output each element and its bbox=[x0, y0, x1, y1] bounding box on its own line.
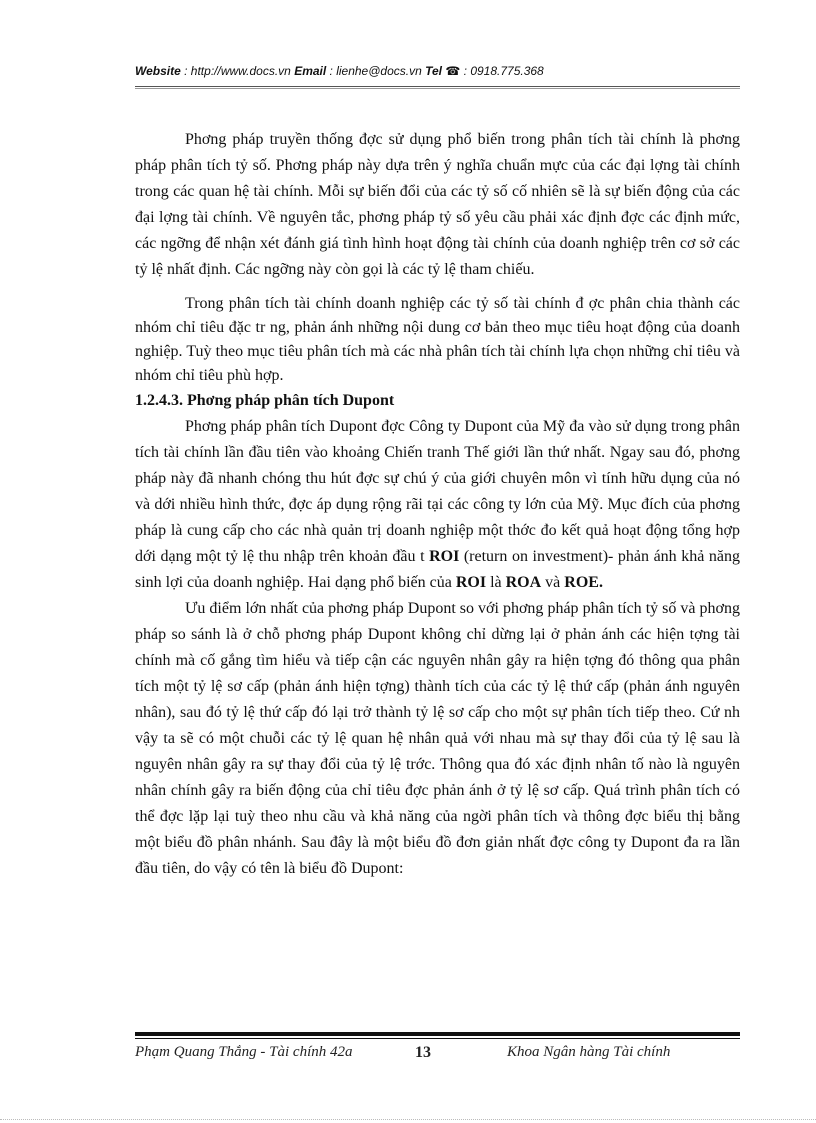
header-divider-secondary bbox=[135, 88, 740, 89]
term-roa: ROA bbox=[505, 574, 542, 591]
page-number: 13 bbox=[415, 1044, 431, 1061]
website-url[interactable]: : http://www.docs.vn bbox=[180, 64, 295, 78]
footer-department: Khoa Ngân hàng Tài chính bbox=[507, 1044, 671, 1060]
text-run: và bbox=[541, 574, 565, 591]
text-run: (return on investment)- phản ánh khả năng sinh lợi của doanh nghiệp. Hai dạng phổ biến của bbox=[135, 548, 740, 591]
term-roi: ROI bbox=[429, 548, 460, 565]
email-address[interactable]: : lienhe@docs.vn bbox=[326, 64, 426, 78]
page-body bbox=[135, 127, 740, 882]
text-run: Phơng pháp phân tích Dupont đợc Công ty Dupont của Mỹ đa vào sử dụng trong phân tích tài chính lần đầu tiên vào khoảng Chiến tranh Thế giới lần thứ nhất. Ngay sau đó, phơng pháp này đã nhanh chóng thu hút đợc sự chú ý của giới chuyên môn vì tính hữu dụng của nó và dới nhiều hình thức, đợc áp dụng rộng rãi tại các công ty lớn của Mỹ. Mục đích của phơng pháp là cung cấp cho các nhà quản trị doanh nghiệp một thớc đo kết quả hoạt động tổng hợp dới dạng một tỷ lệ thu nhập trên khoản đầu t bbox=[135, 418, 740, 565]
footer-divider-thick bbox=[135, 1032, 740, 1036]
header-divider bbox=[135, 86, 740, 87]
text-run: là bbox=[486, 574, 506, 591]
footer-author: Phạm Quang Thắng - Tài chính 42a bbox=[135, 1044, 353, 1060]
footer-divider-thin bbox=[135, 1038, 740, 1039]
tel-label: Tel bbox=[425, 64, 443, 78]
email-label: Email bbox=[294, 64, 327, 78]
paragraph-ratio-method: Phơng pháp truyền thống đợc sử dụng phổ biến trong phân tích tài chính là phơng pháp phân tích tỷ số. Phơng pháp này dựa trên ý nghĩa chuẩn mực của các đại lợng tài chính trong các quan hệ tài chính. Mỗi sự biến đổi của các tỷ số cố nhiên sẽ là sự biến động của các đại lợng tài chính. Về nguyên tắc, phơng pháp tỷ số yêu cầu phải xác định đợc các định mức, các ngỡng để nhận xét đánh giá tình hình hoạt động tài chính của doanh nghiệp trên cơ sở các tỷ lệ nhất định. Các ngỡng này còn gọi là các tỷ lệ tham chiếu. bbox=[135, 131, 740, 278]
section-heading-dupont: 1.2.4.3. Phơng pháp phân tích Dupont bbox=[135, 392, 395, 409]
paragraph-dupont-history bbox=[135, 414, 740, 596]
phone-icon: ☎ bbox=[445, 64, 461, 78]
paragraph-dupont-advantages: Ưu điểm lớn nhất của phơng pháp Dupont so với phơng pháp phân tích tỷ số và phơng pháp so sánh là ở chỗ phơng pháp Dupont không chỉ dừng lại ở phản ánh các hiện tợng tài chính mà cố gắng tìm hiểu và tiếp cận các nguyên nhân gây ra hiện tợng đó thông qua phân tích một tỷ lệ sơ cấp (phản ánh hiện tợng) thành tích của các tỷ lệ thứ cấp (phản ánh nguyên nhân), sau đó tỷ lệ thứ cấp đó lại trở thành tỷ lệ sơ cấp cho một sự phân tích tiếp theo. Cứ nh vậy ta sẽ có một chuỗi các tỷ lệ quan hệ nhân quả với nhau mà sự thay đổi của tỷ lệ sau là nguyên nhân gây ra sự thay đổi của tỷ lệ trớc. Thông qua đó xác định nhân tố nào là nguyên nhân chính gây ra biến động của chỉ tiêu đợc phản ánh ở tỷ lệ sơ cấp. Quá trình phân tích có thể đợc lặp lại tuỳ theo nhu cầu và khả năng của ngời phân tích và thông đợc biểu thị bằng một biểu đồ phân nhánh. Sau đây là một biểu đồ đơn giản nhất đợc công ty Dupont đa ra lần đầu tiên, do vậy có tên là biểu đồ Dupont: bbox=[135, 600, 740, 877]
page-header bbox=[135, 64, 740, 82]
paragraph-ratio-groups: Trong phân tích tài chính doanh nghiệp các tỷ số tài chính đ ợc phân chia thành các nhóm chỉ tiêu đặc tr ng, phản ánh những nội dung cơ bản theo mục tiêu hoạt động của doanh nghiệp. Tuỳ theo mục tiêu phân tích mà các nhà phân tích tài chính lựa chọn những chỉ tiêu và nhóm chỉ tiêu phù hợp. bbox=[135, 295, 740, 384]
page-bottom-edge bbox=[0, 1119, 816, 1120]
term-roe: ROE. bbox=[564, 574, 603, 591]
page-footer bbox=[135, 1044, 740, 1066]
phone-number: : 0918.775.368 bbox=[460, 64, 544, 78]
term-roi: ROI bbox=[455, 574, 487, 591]
website-label: Website bbox=[135, 64, 181, 78]
